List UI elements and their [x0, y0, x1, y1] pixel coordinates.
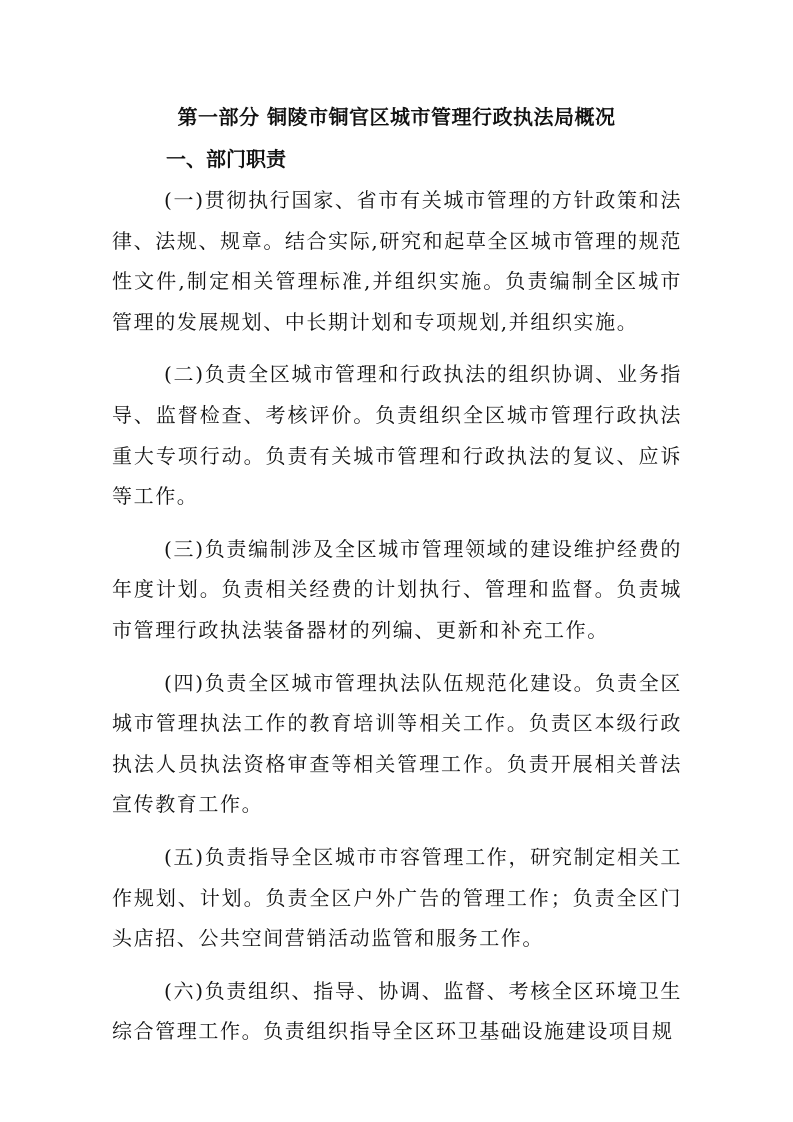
paragraph-5: (五)负责指导全区城市市容管理工作，研究制定相关工作规划、计划。负责全区户外广告的管理工作；负责全区门头店招、公共空间营销活动监管和服务工作。 — [112, 844, 682, 951]
paragraph-1: (一)贯彻执行国家、省市有关城市管理的方针政策和法律、法规、规章。结合实际,研究和起草全区城市管理的规范性文件,制定相关管理标准,并组织实施。负责编制全区城市管理的发展规划、中长期计划和专项规划,并组织实施。 — [112, 188, 682, 334]
paragraph-6: (六)负责组织、指导、协调、监督、考核全区环境卫生综合管理工作。负责组织指导全区环卫基础设施建设项目规 — [112, 978, 682, 1044]
section-heading: 一、部门职责 — [166, 147, 286, 171]
paragraph-2: (二)负责全区城市管理和行政执法的组织协调、业务指导、监督检查、考核评价。负责组织全区城市管理行政执法重大专项行动。负责有关城市管理和行政执法的复议、应诉等工作。 — [112, 362, 682, 509]
paragraph-3: (三)负责编制涉及全区城市管理领域的建设维护经费的年度计划。负责相关经费的计划执行、管理和监督。负责城市管理行政执法装备器材的列编、更新和补充工作。 — [112, 536, 682, 642]
page-title: 第一部分 铜陵市铜官区城市管理行政执法局概况 — [177, 105, 616, 129]
paragraph-4: (四)负责全区城市管理执法队伍规范化建设。负责全区城市管理执法工作的教育培训等相关工作。负责区本级行政执法人员执法资格审查等相关管理工作。负责开展相关普法宣传教育工作。 — [112, 670, 682, 817]
body-text — [112, 180, 682, 1064]
